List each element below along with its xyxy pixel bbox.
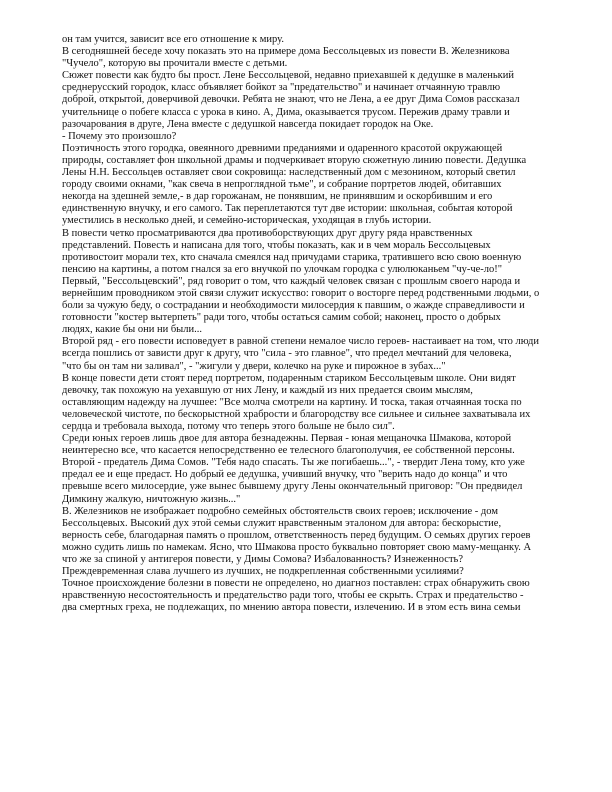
text-line: Преждевременная слава лучшего из лучших, не подкрепленная собственными усилиями? [62, 566, 464, 578]
text-line: предал ее и еще предаст. Но добрый ее дедушка, учивший внучку, что "верить надо до конца" и что [62, 469, 508, 481]
text-line: Бессольцевых. Высокий дух этой семьи служит нравственным эталоном для автора: бескорыстие, [62, 517, 502, 529]
text-line: сердца и требовала выхода, потому что теперь этого больше не было сил". [62, 421, 395, 432]
text-line: человеческой чистоте, по бескорыстной храбрости и благородству все сильнее и сильнее захватывала их [62, 408, 531, 420]
text-line: Второй - предатель Дима Сомов. "Тебя надо спасать. Ты же погибаешь...", - твердит Лена тому, кто уже [62, 457, 525, 469]
text-line: что же за спиной у антигероя повести, у Димы Сомова? Избалованность? Изнеженность? [62, 554, 463, 566]
text-line: девочку, так похожую на уехавшую от них Лену, и каждый из них предается своим мыслям, [62, 384, 473, 396]
text-line: городу своими окнами, "как свеча в непроглядной тьме", и собрание портретов людей, обитавших [62, 179, 502, 191]
text-line: Точное происхождение болезни в повести не определено, но диагноз поставлен: страх обнаружить свою [62, 578, 530, 590]
text-line: всегда пошлись от зависти друг к другу, что "сила - это главное", что предел мечтаний для человека, [62, 348, 512, 360]
text-line: учительнице о побеге класса с урока в кино. А, Дима, оказывается трусом. Пережив драму травли и [62, 106, 510, 118]
text-line: некогда на здешней земле,- в дар горожанам, не понявшим, не принявшим и оскорбившим и его [62, 191, 493, 203]
text-line [62, 615, 582, 627]
text-line: он там учится, зависит все его отношение к миру. [62, 34, 284, 45]
text-line: Поэтичность этого городка, овеянного древними преданиями и одаренного красотой окружающей [62, 142, 503, 154]
text-line: можно судить лишь по намекам. Ясно, что Шмакова просто буквально повторяет свою маму-мещанку. А [62, 541, 532, 553]
text-line: Сюжет повести как будто бы прост. Лене Бессольцевой, недавно приехавшей к дедушке в маленький [62, 70, 514, 82]
text-line: "Чучело", которую вы прочитали вместе с детьми. [62, 58, 288, 70]
text-line: превыше всего милосердие, уже вынес бывшему другу Лены окончательный приговор: "Он предвидел [62, 481, 523, 493]
text-line: представлений. Повесть и написана для того, чтобы показать, как и в чем мораль Бессольцевых [62, 239, 491, 251]
text-line: Лены Н.Н. Бессольцев оставляет свои сокровища: наследственный дом с мезонином, который светил [62, 167, 516, 179]
text-line: уместились в несколько дней, и семейно-историческая, уходящая в глубь истории. [62, 215, 432, 227]
text-line: неинтересно все, что касается непосредственно ее телесного благополучия, ее собственной персоны. [62, 445, 515, 457]
text-line: противостоит морали тех, кто сначала смеялся над причудами старика, тратившего всю свою военную [62, 251, 522, 263]
text-line: вернейшим проводником этой связи служит искусство: говорит о восторге перед родственными людьми, о [62, 287, 540, 299]
text-line: нравственную несостоятельность и предательство ради того, чтобы ее скрыть. Страх и предательство - [62, 590, 524, 602]
text-line: оставляющим надежду на лучшее: "Все молча смотрели на картину. И тоска, такая отчаянная тоска по [62, 396, 522, 408]
text-line: разочарования в друге, Лена вместе с дедушкой навсегда покидает городок на Оке. [62, 118, 434, 130]
text-line: пенсию на картины, а потом гнался за его внучкой по улочкам городка с улюлюканьем "чу-че-ло!" [62, 263, 503, 275]
text-line: верность себе, благодарная память о прошлом, ответственность перед будущим. О семьях других героев [62, 529, 531, 541]
text-line: Димкину жалкую, ничтожную жизнь..." [62, 493, 241, 505]
text-line: В сегодняшней беседе хочу показать это на примере дома Бессольцевых из повести В. Железникова [62, 46, 510, 58]
text-line: боли за чужую беду, о сострадании и необходимости милосердия к павшим, о жажде справедливости и [62, 300, 525, 312]
text-line [62, 627, 582, 639]
text-line: Второй ряд - его повести исповедует в равной степени немалое число героев- настаивает на том, что люди [62, 336, 539, 348]
text-line: В повести четко просматриваются два противоборствующих друг другу ряда нравственных [62, 227, 473, 239]
text-line: - Почему это произошло? [62, 130, 177, 142]
text-line: природы, составляет фон школьной драмы и подчеркивает вторую сюжетную линию повести. Дедушка [62, 154, 527, 166]
text-line: среднерусский городок, класс объявляет бойкот за "предательство" и начинает отчаянную травлю [62, 82, 501, 94]
text-line: В конце повести дети стоят перед портретом, подаренным стариком Бессольцевым школе. Они видят [62, 372, 516, 384]
text-line: единственную внучку, и его самого. Так переплетаются тут две истории: школьная, событая которой [62, 203, 513, 215]
text-line: Среди юных героев лишь двое для автора безнадежны. Первая - юная мещаночка Шмакова, которой [62, 433, 512, 445]
text-line: Первый, "Бессольцевский", ряд говорит о том, что каждый человек связан с прошлым своего народа и [62, 275, 521, 287]
text-line: доброй, открытой, доверчивой девочки. Ребята не знают, что не Лена, а ее друг Дима Сомов рассказал [62, 94, 520, 106]
text-line: два смертных греха, не подлежащих, по мнению автора повести, излечению. И в этом есть вина семьи [62, 602, 521, 614]
text-line: "что бы он там ни заливал", - "жигули у двери, колечко на руке и пирожное в зубах..." [62, 360, 446, 372]
text-line: готовности "костер вытерпеть" ради того, чтобы остаться самим собой; наконец, просто о добрых [62, 312, 501, 324]
article-text [62, 34, 582, 639]
text-line: людях, какие бы они ни были... [62, 324, 202, 336]
text-line: В. Железников не изображает подробно семейных обстоятельств своих героев; исключение - дом [62, 505, 498, 517]
